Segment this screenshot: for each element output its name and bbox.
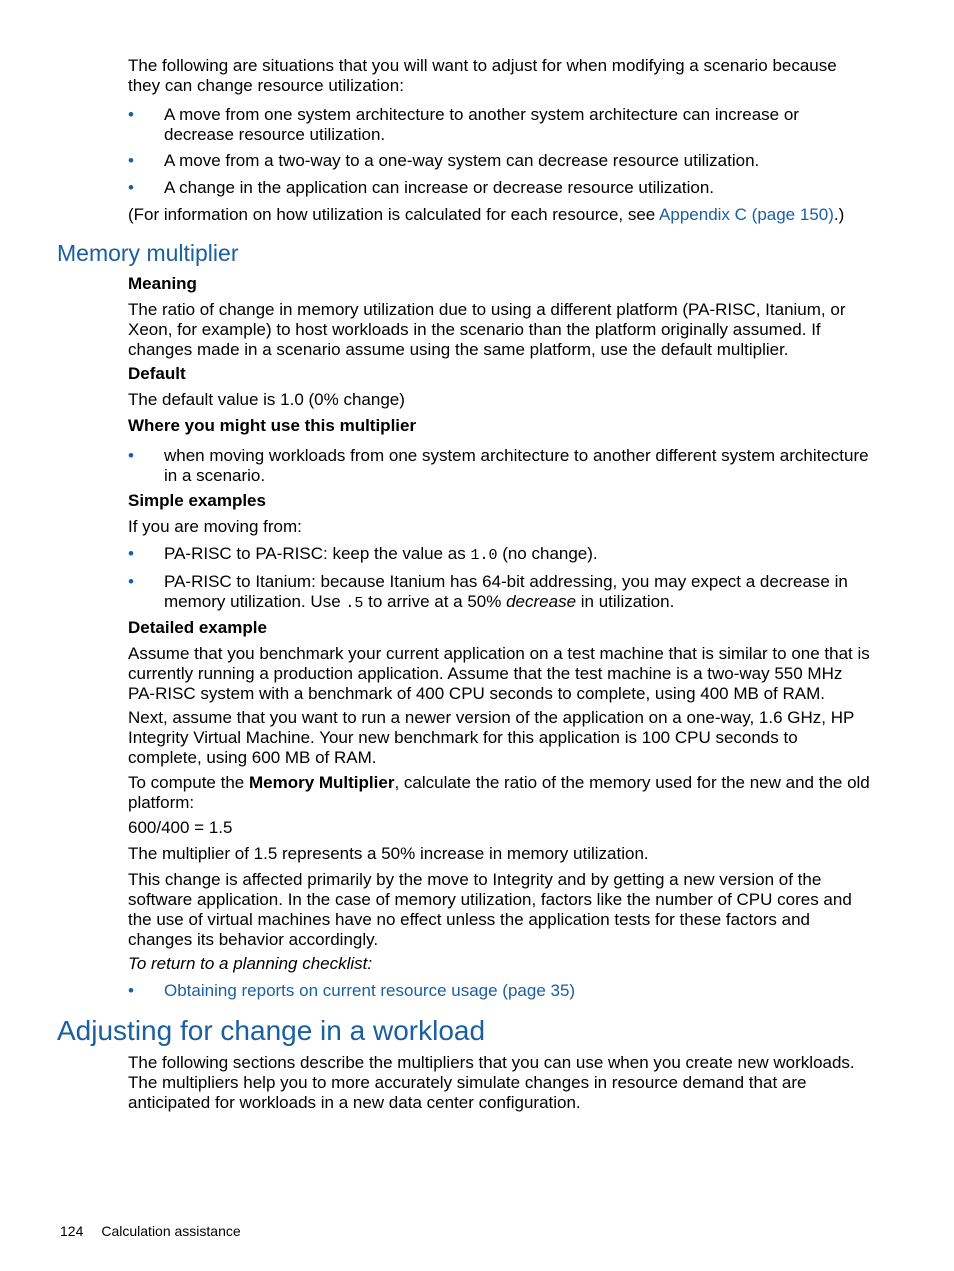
bullet-icon: • — [128, 544, 134, 563]
utilization-note: (For information on how utilization is calculated for each resource, see Appendix C (page 150).) — [128, 205, 845, 224]
compute-paragraph: To compute the Memory Multiplier, calculate the ratio of the memory used for the new and the old platform: — [128, 773, 870, 812]
result-text: The multiplier of 1.5 represents a 50% increase in memory utilization. — [128, 844, 649, 863]
default-label: Default — [128, 364, 186, 383]
adjusting-heading: Adjusting for change in a workload — [57, 1015, 486, 1046]
resource-usage-link[interactable]: Obtaining reports on current resource usage (page 35) — [164, 981, 576, 1000]
bullet-icon: • — [128, 105, 134, 124]
detailed-example-label: Detailed example — [128, 618, 267, 637]
return-label: To return to a planning checklist: — [128, 954, 373, 973]
intro-paragraph: The following are situations that you will want to adjust for when modifying a scenario because they can change resource utilization: — [128, 56, 837, 95]
default-text: The default value is 1.0 (0% change) — [128, 390, 405, 409]
simple-intro: If you are moving from: — [128, 517, 302, 536]
detailed-paragraph-2: Next, assume that you want to run a newer version of the application on a one-way, 1.6 GHz, HP Integrity Virtual Machine. Your new benchmark for this application is 100 CPU seconds to complete, using 600 MB of RAM. — [128, 708, 855, 767]
simple-examples-label: Simple examples — [128, 491, 266, 510]
formula: 600/400 = 1.5 — [128, 818, 233, 837]
bullet-icon: • — [128, 981, 134, 1000]
bullet-icon: • — [128, 178, 134, 197]
page-footer — [60, 1222, 259, 1240]
adjusting-paragraph: The following sections describe the multipliers that you can use when you create new workloads. The multipliers help you to more accurately simulate changes in resource demand that are anticipated for workloads in a new data center configuration. — [128, 1053, 855, 1112]
meaning-label: Meaning — [128, 274, 197, 293]
bullet-icon: • — [128, 572, 134, 591]
footer-section: Calculation assistance — [101, 1223, 241, 1239]
memory-multiplier-heading: Memory multiplier — [57, 240, 239, 266]
effect-paragraph: This change is affected primarily by the move to Integrity and by getting a new version of the software application. In the case of memory utilization, factors like the number of CPU cores and the use of virtual machines have no effect unless the application tests for these factors and changes its behavior accordingly. — [128, 870, 852, 949]
detailed-paragraph-1: Assume that you benchmark your current application on a test machine that is similar to one that is currently running a production application. Assume that the test machine is a two-way 550 MHz PA-RISC system with a benchmark of 400 CPU seconds to complete, using 400 MB of RAM. — [128, 644, 870, 703]
page-number: 124 — [60, 1223, 84, 1239]
document-page: The following are situations that you will want to adjust for when modifying a scenario because they can change resource utilization: • A move from one system architecture to another system architecture can increase or decrease resource utilization. • A move from a two-way to a one-way system can decrease resource utilization. • A change in the application can increase or decrease resource utilization. (For information on how utilization is calculated for each resource, see Appendix C (page 150).) Memory multiplier Meaning The ratio of change in memory utilization due to using a different platform (PA-RISC, Itanium, or Xeon, for example) to host workloads in the scenario than the platform originally assumed. If changes made in a scenario assume using the same platform, use the default multiplier. Default The default value is 1.0 (0% change) Where you might use this multiplier • when moving workloads from one system architecture to another different system architecture in a scenario. Simple examples If you are moving from: • PA-RISC to PA-RISC: keep the value as 1.0 (no change). • PA-RISC to Itanium: because Itanium has 64-bit addressing, you may expect a decrease in memory utilization. Use .5 to arrive at a 50% decrease in utilization. Detailed example Assume that you benchmark your current application on a test machine that is similar to one that is currently running a production application. Assume that the test machine is a two-way 550 MHz PA-RISC system with a benchmark of 400 CPU seconds to complete, using 400 MB of RAM. Next, assume that you want to run a newer version of the application on a one-way, 1.6 GHz, HP Integrity Virtual Machine. Your new benchmark for this application is 100 CPU seconds to complete, using 600 MB of RAM. To compute the Memory Multiplier, calculate the ratio of the memory used for the new and the old platform: 600/400 = 1.5 The multiplier of 1.5 represents a 50% increase in memory utilization. This change is affected primarily by the move to Integrity and by getting a new version of the software application. In the case of memory utilization, factors like the number of CPU cores and the use of virtual machines have no effect unless the application tests for these factors and changes its behavior accordingly. To return to a planning checklist: • Obtaining reports on current resource usage (page 35) Adjusting for change in a workload The following sections describe the multipliers that you can use when you create new workloads. The multipliers help you to more accurately simulate changes in resource demand that are anticipated for workloads in a new data center configuration. 124 Calculation assistance — [57, 56, 870, 1239]
appendix-c-link[interactable]: Appendix C (page 150) — [659, 205, 834, 224]
bullet-icon: • — [128, 151, 134, 170]
bullet-icon: • — [128, 446, 134, 465]
meaning-text: The ratio of change in memory utilization due to using a different platform (PA-RISC, Itanium, or Xeon, for example) to host workloads in the scenario than the platform originally assumed. If changes made in a scenario assume using the same platform, use the default multiplier. — [128, 300, 846, 359]
where-label: Where you might use this multiplier — [128, 416, 417, 435]
